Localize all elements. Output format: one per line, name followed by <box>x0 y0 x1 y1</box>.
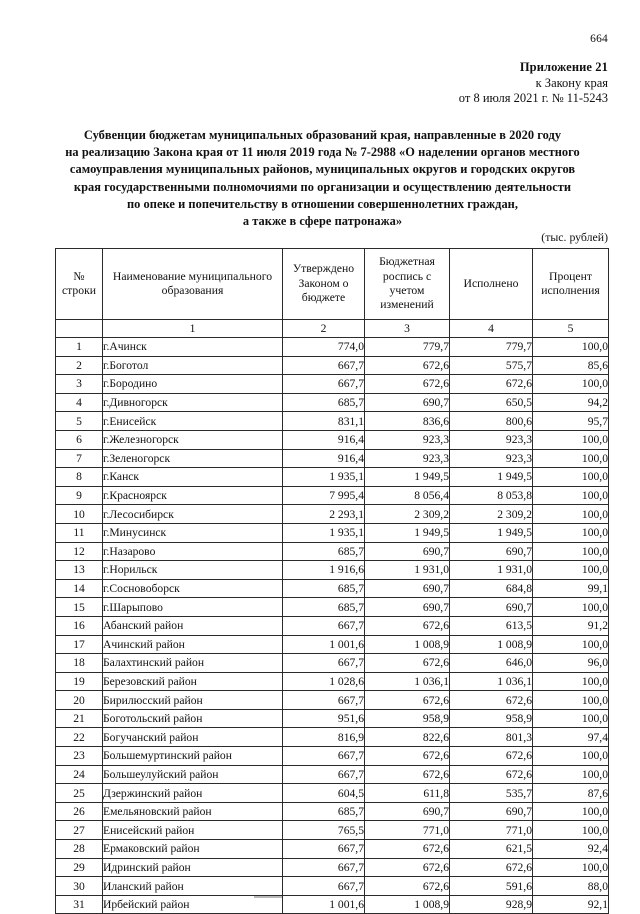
table-row <box>56 561 609 580</box>
cell-municipality: г.Енисейск <box>103 412 283 431</box>
table-row <box>56 393 609 412</box>
header-plan-line2: роспись с <box>382 269 432 283</box>
cell-municipality: Абанский район <box>103 616 283 635</box>
cell-budget-plan: 923,3 <box>365 449 450 468</box>
header-row-number-line1: № <box>73 269 85 283</box>
document-title-line-3: самоуправления муниципальных районов, муниципальных округов и городских округов <box>69 162 576 177</box>
cell-approved: 667,7 <box>283 765 365 784</box>
cell-percent: 100,0 <box>533 561 609 580</box>
cell-executed: 613,5 <box>450 616 533 635</box>
cell-municipality: Бирилюсский район <box>103 691 283 710</box>
column-number-3: 3 <box>365 320 450 338</box>
cell-budget-plan: 1 036,1 <box>365 672 450 691</box>
cell-row-number: 15 <box>56 598 103 617</box>
cell-budget-plan: 1 008,9 <box>365 635 450 654</box>
cell-percent: 100,0 <box>533 672 609 691</box>
appendix-title: Приложение 21 <box>519 60 608 74</box>
header-municipality-name <box>103 249 283 320</box>
table-row <box>56 672 609 691</box>
cell-approved: 685,7 <box>283 802 365 821</box>
cell-municipality: Березовский район <box>103 672 283 691</box>
cell-budget-plan: 672,6 <box>365 616 450 635</box>
cell-row-number: 3 <box>56 375 103 394</box>
cell-percent: 97,4 <box>533 728 609 747</box>
cell-budget-plan: 672,6 <box>365 654 450 673</box>
cell-percent: 94,2 <box>533 393 609 412</box>
table-row <box>56 523 609 542</box>
cell-executed: 1 931,0 <box>450 561 533 580</box>
cell-executed: 928,9 <box>450 895 533 914</box>
cell-percent: 92,1 <box>533 895 609 914</box>
cell-row-number: 31 <box>56 895 103 914</box>
cell-executed: 690,7 <box>450 802 533 821</box>
cell-executed: 690,7 <box>450 598 533 617</box>
cell-row-number: 26 <box>56 802 103 821</box>
cell-percent: 96,0 <box>533 654 609 673</box>
table-row <box>56 635 609 654</box>
cell-row-number: 10 <box>56 505 103 524</box>
table-row <box>56 356 609 375</box>
cell-percent: 100,0 <box>533 765 609 784</box>
cell-municipality: Балахтинский район <box>103 654 283 673</box>
cell-approved: 774,0 <box>283 338 365 357</box>
table-row <box>56 691 609 710</box>
cell-percent: 91,2 <box>533 616 609 635</box>
cell-municipality: Дзержинский район <box>103 784 283 803</box>
column-number-1: 1 <box>103 320 283 338</box>
cell-budget-plan: 690,7 <box>365 579 450 598</box>
cell-approved: 667,7 <box>283 375 365 394</box>
cell-percent: 100,0 <box>533 338 609 357</box>
cell-budget-plan: 672,6 <box>365 375 450 394</box>
cell-municipality: г.Лесосибирск <box>103 505 283 524</box>
cell-approved: 667,7 <box>283 747 365 766</box>
cell-row-number: 5 <box>56 412 103 431</box>
document-title-line-4: края государственными полномочиями по организации и осуществлению деятельности <box>73 179 572 194</box>
header-approved-line1: Утверждено <box>292 262 355 276</box>
cell-executed: 1 036,1 <box>450 672 533 691</box>
cell-executed: 621,5 <box>450 840 533 859</box>
cell-row-number: 13 <box>56 561 103 580</box>
cell-percent: 100,0 <box>533 542 609 561</box>
cell-executed: 801,3 <box>450 728 533 747</box>
document-title-line-2: на реализацию Закона края от 11 июля 2019 года № 7-2988 «О наделении органов местного <box>65 145 580 160</box>
cell-approved: 685,7 <box>283 393 365 412</box>
cell-municipality: Боготольский район <box>103 709 283 728</box>
cell-row-number: 9 <box>56 486 103 505</box>
cell-budget-plan: 672,6 <box>365 858 450 877</box>
cell-approved: 667,7 <box>283 654 365 673</box>
cell-row-number: 23 <box>56 747 103 766</box>
cell-budget-plan: 672,6 <box>365 840 450 859</box>
cell-row-number: 16 <box>56 616 103 635</box>
cell-percent: 100,0 <box>533 635 609 654</box>
table-row <box>56 598 609 617</box>
cell-budget-plan: 8 056,4 <box>365 486 450 505</box>
table-row <box>56 616 609 635</box>
cell-percent: 100,0 <box>533 747 609 766</box>
cell-approved: 604,5 <box>283 784 365 803</box>
cell-approved: 685,7 <box>283 542 365 561</box>
cell-budget-plan: 1 008,9 <box>365 895 450 914</box>
table-row <box>56 877 609 896</box>
cell-executed: 1 949,5 <box>450 523 533 542</box>
cell-row-number: 19 <box>56 672 103 691</box>
cell-row-number: 24 <box>56 765 103 784</box>
cell-budget-plan: 672,6 <box>365 356 450 375</box>
cell-budget-plan: 1 949,5 <box>365 523 450 542</box>
cell-percent: 92,4 <box>533 840 609 859</box>
cell-executed: 2 309,2 <box>450 505 533 524</box>
cell-approved: 2 293,1 <box>283 505 365 524</box>
cell-executed: 771,0 <box>450 821 533 840</box>
cell-municipality: г.Боготол <box>103 356 283 375</box>
cell-approved: 1 916,6 <box>283 561 365 580</box>
cell-approved: 916,4 <box>283 430 365 449</box>
cell-percent: 99,1 <box>533 579 609 598</box>
cell-budget-plan: 836,6 <box>365 412 450 431</box>
cell-approved: 1 935,1 <box>283 468 365 487</box>
header-percent-line2: исполнения <box>541 284 600 297</box>
cell-budget-plan: 779,7 <box>365 338 450 357</box>
cell-budget-plan: 690,7 <box>365 393 450 412</box>
header-budget-plan <box>365 249 450 320</box>
cell-municipality: г.Сосновоборск <box>103 579 283 598</box>
table-row <box>56 412 609 431</box>
cell-executed: 650,5 <box>450 393 533 412</box>
table-row <box>56 579 609 598</box>
table-row <box>56 747 609 766</box>
header-percent-executed <box>533 249 609 320</box>
cell-percent: 100,0 <box>533 858 609 877</box>
cell-budget-plan: 1 931,0 <box>365 561 450 580</box>
column-number-row <box>56 320 609 338</box>
cell-municipality: Идринский район <box>103 858 283 877</box>
appendix-law-date: от 8 июля 2021 г. № 11-5243 <box>458 91 608 105</box>
cell-budget-plan: 923,3 <box>365 430 450 449</box>
header-row-number-line2: строки <box>61 284 97 297</box>
header-row-number <box>56 249 103 320</box>
cell-approved: 1 028,6 <box>283 672 365 691</box>
cell-row-number: 29 <box>56 858 103 877</box>
cell-executed: 672,6 <box>450 375 533 394</box>
table-row <box>56 486 609 505</box>
cell-row-number: 18 <box>56 654 103 673</box>
column-number-4: 4 <box>450 320 533 338</box>
cell-municipality: г.Норильск <box>103 561 283 580</box>
cell-municipality: Богучанский район <box>103 728 283 747</box>
table-row <box>56 505 609 524</box>
cell-executed: 8 053,8 <box>450 486 533 505</box>
appendix-law-reference: к Закону края <box>535 75 608 90</box>
cell-executed: 535,7 <box>450 784 533 803</box>
cell-executed: 672,6 <box>450 691 533 710</box>
cell-municipality: Енисейский район <box>103 821 283 840</box>
header-approved-line2: Законом о <box>298 276 349 290</box>
cell-municipality: г.Железногорск <box>103 430 283 449</box>
cell-percent: 100,0 <box>533 821 609 840</box>
budget-table-head <box>56 249 609 338</box>
cell-approved: 951,6 <box>283 709 365 728</box>
cell-percent: 100,0 <box>533 430 609 449</box>
budget-table-body <box>56 338 609 914</box>
cell-approved: 667,7 <box>283 691 365 710</box>
cell-row-number: 12 <box>56 542 103 561</box>
cell-percent: 100,0 <box>533 691 609 710</box>
cell-budget-plan: 690,7 <box>365 598 450 617</box>
cell-approved: 667,7 <box>283 877 365 896</box>
cell-approved: 831,1 <box>283 412 365 431</box>
cell-approved: 667,7 <box>283 840 365 859</box>
table-row <box>56 765 609 784</box>
table-row <box>56 375 609 394</box>
cell-executed: 672,6 <box>450 747 533 766</box>
cell-approved: 7 995,4 <box>283 486 365 505</box>
column-number-2: 2 <box>283 320 365 338</box>
cell-municipality: г.Шарыпово <box>103 598 283 617</box>
cell-executed: 1 008,9 <box>450 635 533 654</box>
cell-executed: 690,7 <box>450 542 533 561</box>
header-approved-line3: бюджете <box>301 291 346 305</box>
cell-percent: 100,0 <box>533 375 609 394</box>
document-title <box>50 127 595 230</box>
cell-executed: 575,7 <box>450 356 533 375</box>
column-number-0 <box>56 320 103 338</box>
cell-executed: 779,7 <box>450 338 533 357</box>
budget-table-container <box>55 248 608 914</box>
header-percent-line1: Процент <box>549 269 592 283</box>
cell-municipality: г.Зеленогорск <box>103 449 283 468</box>
cell-municipality: Большемуртинский район <box>103 747 283 766</box>
cell-executed: 672,6 <box>450 858 533 877</box>
cell-row-number: 11 <box>56 523 103 542</box>
cell-approved: 667,7 <box>283 616 365 635</box>
cell-budget-plan: 822,6 <box>365 728 450 747</box>
units-note: (тыс. рублей) <box>541 230 608 244</box>
cell-executed: 591,6 <box>450 877 533 896</box>
header-plan-line1: Бюджетная <box>379 255 435 269</box>
cell-budget-plan: 611,8 <box>365 784 450 803</box>
cell-percent: 100,0 <box>533 505 609 524</box>
cell-executed: 800,6 <box>450 412 533 431</box>
cell-municipality: Иланский район <box>103 877 283 896</box>
cell-approved: 1 935,1 <box>283 523 365 542</box>
cell-percent: 100,0 <box>533 486 609 505</box>
cell-budget-plan: 672,6 <box>365 765 450 784</box>
table-row <box>56 709 609 728</box>
cell-municipality: г.Ачинск <box>103 338 283 357</box>
cell-row-number: 1 <box>56 338 103 357</box>
cell-budget-plan: 771,0 <box>365 821 450 840</box>
header-executed: Исполнено <box>450 249 533 320</box>
cell-executed: 958,9 <box>450 709 533 728</box>
cell-percent: 100,0 <box>533 598 609 617</box>
cell-row-number: 25 <box>56 784 103 803</box>
cell-municipality: Емельяновский район <box>103 802 283 821</box>
table-row <box>56 840 609 859</box>
cell-executed: 646,0 <box>450 654 533 673</box>
cell-budget-plan: 672,6 <box>365 877 450 896</box>
cell-percent: 95,7 <box>533 412 609 431</box>
table-row <box>56 468 609 487</box>
cell-row-number: 7 <box>56 449 103 468</box>
cell-budget-plan: 2 309,2 <box>365 505 450 524</box>
cell-approved: 667,7 <box>283 858 365 877</box>
cell-executed: 684,8 <box>450 579 533 598</box>
cell-approved: 1 001,6 <box>283 635 365 654</box>
table-row <box>56 338 609 357</box>
cell-percent: 100,0 <box>533 449 609 468</box>
table-header-row <box>56 249 609 320</box>
cell-row-number: 14 <box>56 579 103 598</box>
cell-row-number: 20 <box>56 691 103 710</box>
table-row <box>56 430 609 449</box>
cell-row-number: 27 <box>56 821 103 840</box>
cell-municipality: Большеулуйский район <box>103 765 283 784</box>
cell-row-number: 28 <box>56 840 103 859</box>
cell-row-number: 8 <box>56 468 103 487</box>
cell-executed: 923,3 <box>450 449 533 468</box>
budget-table <box>55 248 609 914</box>
cell-municipality: Ачинский район <box>103 635 283 654</box>
table-row <box>56 784 609 803</box>
cell-row-number: 17 <box>56 635 103 654</box>
cell-row-number: 2 <box>56 356 103 375</box>
cell-percent: 88,0 <box>533 877 609 896</box>
cell-percent: 85,6 <box>533 356 609 375</box>
cell-executed: 1 949,5 <box>450 468 533 487</box>
cell-municipality: Ирбейский район <box>103 895 283 914</box>
table-row <box>56 449 609 468</box>
header-approved-by-law <box>283 249 365 320</box>
table-row <box>56 654 609 673</box>
cell-budget-plan: 1 949,5 <box>365 468 450 487</box>
cell-budget-plan: 690,7 <box>365 802 450 821</box>
table-row <box>56 728 609 747</box>
cell-percent: 100,0 <box>533 802 609 821</box>
cell-percent: 100,0 <box>533 523 609 542</box>
cell-row-number: 30 <box>56 877 103 896</box>
table-row <box>56 802 609 821</box>
cell-budget-plan: 690,7 <box>365 542 450 561</box>
document-title-line-1: Субвенции бюджетам муниципальных образований края, направленные в 2020 году <box>83 128 562 142</box>
cell-budget-plan: 958,9 <box>365 709 450 728</box>
cell-approved: 667,7 <box>283 356 365 375</box>
cell-municipality: г.Назарово <box>103 542 283 561</box>
cell-percent: 100,0 <box>533 709 609 728</box>
appendix-header <box>0 60 608 107</box>
column-number-5: 5 <box>533 320 609 338</box>
cell-municipality: г.Минусинск <box>103 523 283 542</box>
cell-row-number: 6 <box>56 430 103 449</box>
table-row <box>56 542 609 561</box>
cell-municipality: Ермаковский район <box>103 840 283 859</box>
cell-row-number: 4 <box>56 393 103 412</box>
cell-budget-plan: 672,6 <box>365 691 450 710</box>
header-plan-line4: изменений <box>380 298 434 312</box>
page-number: 664 <box>590 33 608 45</box>
cell-percent: 87,6 <box>533 784 609 803</box>
cell-approved: 816,9 <box>283 728 365 747</box>
cell-percent: 100,0 <box>533 468 609 487</box>
cell-approved: 685,7 <box>283 579 365 598</box>
page-bottom-artifact <box>254 896 282 898</box>
cell-row-number: 21 <box>56 709 103 728</box>
cell-municipality: г.Красноярск <box>103 486 283 505</box>
header-plan-line3: учетом <box>389 284 425 297</box>
table-row <box>56 858 609 877</box>
cell-budget-plan: 672,6 <box>365 747 450 766</box>
cell-approved: 685,7 <box>283 598 365 617</box>
header-name-line2: образования <box>161 284 224 297</box>
cell-municipality: г.Канск <box>103 468 283 487</box>
document-title-line-5: по опеке и попечительству в отношении совершеннолетних граждан, <box>126 196 519 211</box>
table-row <box>56 821 609 840</box>
cell-executed: 923,3 <box>450 430 533 449</box>
cell-approved: 765,5 <box>283 821 365 840</box>
cell-municipality: г.Дивногорск <box>103 393 283 412</box>
cell-approved: 916,4 <box>283 449 365 468</box>
cell-executed: 672,6 <box>450 765 533 784</box>
cell-row-number: 22 <box>56 728 103 747</box>
cell-municipality: г.Бородино <box>103 375 283 394</box>
cell-approved: 1 001,6 <box>283 895 365 914</box>
header-name-line1: Наименование муниципального <box>112 269 273 283</box>
document-title-line-6: а также в сфере патронажа» <box>242 214 403 229</box>
